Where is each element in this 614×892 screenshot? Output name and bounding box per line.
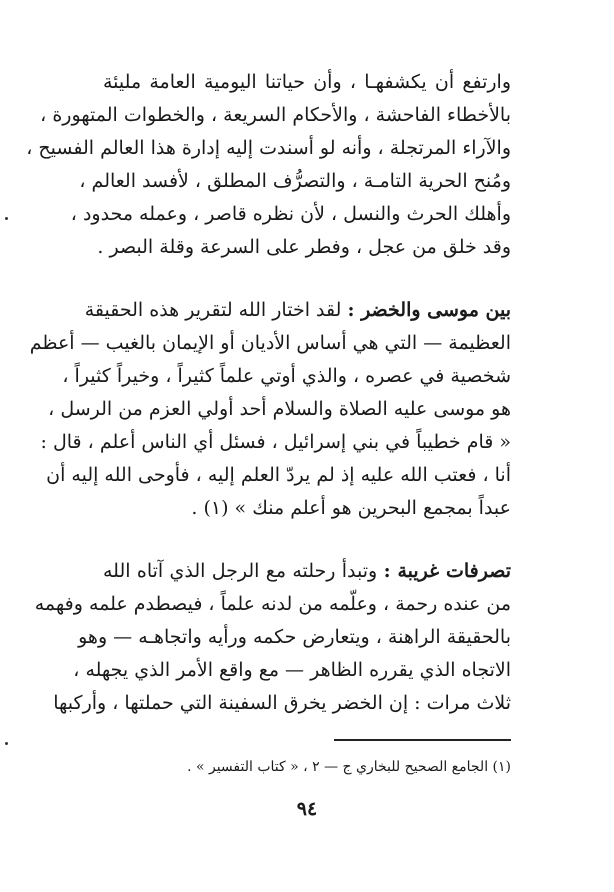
footnote-divider	[334, 739, 511, 741]
paragraph-1-line-6: وقد خلق من عجل ، وفطر على السرعة وقلة البصر .	[97, 236, 511, 258]
paragraph-1-line-3: والآراء المرتجلة ، وأنه لو أسندت إليه إدارة هذا العالم الفسيح ،	[26, 137, 511, 159]
paragraph-3-line-3: بالحقيقة الراهنة ، ويتعارض حكمه ورأيه واتجاهـه — وهو	[78, 626, 511, 648]
paragraph-2-line-7: عبداً بمجمع البحرين هو أعلم منك » (١) .	[191, 497, 511, 519]
paragraph-2-heading: بين موسى والخضر :	[347, 299, 511, 321]
paragraph-2-line-5: « قام خطيباً في بني إسرائيل ، فسئل أي الناس أعلم ، قال :	[40, 431, 511, 453]
paragraph-3-line-1	[103, 557, 511, 587]
paragraph-3-line-5: ثلاث مرات : إن الخضر يخرق السفينة التي حملتها ، وأركبها	[53, 692, 511, 714]
paragraph-3-line-4: الاتجاه الذي يقرره الظاهر — مع واقع الأمر الذي يجهله ،	[73, 659, 511, 681]
paragraph-2-line-3: شخصية في عصره ، والذي أوتي علماً كثيراً ، وخيراً كثيراً ،	[62, 365, 511, 387]
page-number: ٩٤	[296, 798, 318, 820]
paragraph-2-line-4: هو موسى عليه الصلاة والسلام أحد أولي العزم من الرسل ،	[48, 398, 511, 420]
paragraph-1-line-2: بالأخطاء الفاحشة ، والأحكام السريعة ، والخطوات المتهورة ،	[40, 104, 511, 126]
scan-speck	[5, 742, 8, 745]
paragraph-1-line-5: وأهلك الحرث والنسل ، لأن نظره قاصر ، وعمله محدود ،	[70, 203, 511, 225]
paragraph-3-heading: تصرفات غريبة :	[383, 560, 511, 582]
paragraph-2-line-2: العظيمة — التي هي أساس الأديان أو الإيمان بالغيب — أعظم	[29, 332, 511, 354]
paragraph-2-line-1-text: لقد اختار الله لتقرير هذه الحقيقة	[84, 299, 342, 321]
paragraph-2-line-1	[84, 296, 511, 326]
paragraph-3-line-2: من عنده رحمة ، وعلّمه من لدنه علماً ، فيصطدم علمه وفهمه	[34, 593, 511, 615]
paragraph-2-line-6: أنا ، فعتب الله عليه إذ لم يردّ العلم إليه ، فأوحى الله إليه أن	[46, 464, 511, 486]
paragraph-1-line-1: وارتفع أن يكشفهـا ، وأن حياتنا اليومية العامة مليئة	[103, 71, 511, 93]
scan-speck	[5, 217, 8, 220]
footnote: (١) الجامع الصحيح للبخاري ج — ٢ ، « كتاب التفسير » .	[187, 759, 511, 775]
paragraph-3-line-1-text: وتبدأ رحلته مع الرجل الذي آتاه الله	[103, 560, 378, 582]
paragraph-1-line-4: ومُنح الحرية التامـة ، والتصرُّف المطلق ، لأفسد العالم ،	[79, 170, 511, 192]
